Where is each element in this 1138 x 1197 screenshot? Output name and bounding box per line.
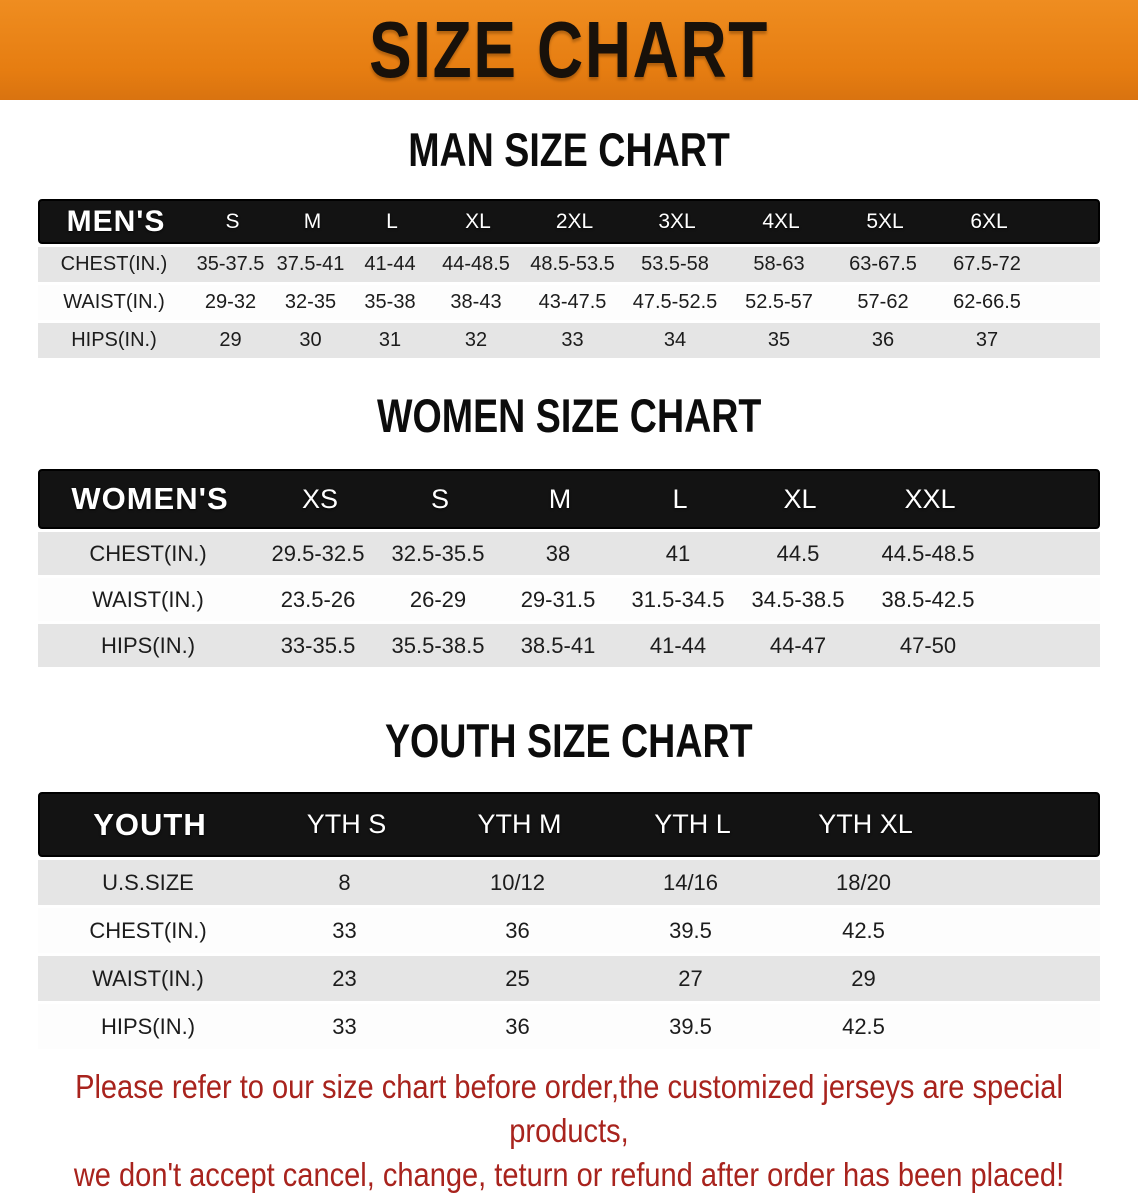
row-label: WAIST(IN.)	[63, 291, 165, 313]
table-title: YOUTH	[93, 806, 207, 842]
table-row	[38, 908, 1100, 953]
women-section-heading	[0, 358, 1138, 443]
cell-value: 47.5-52.5	[632, 291, 718, 313]
table-title: WOMEN'S	[71, 481, 229, 516]
cell-value: 33	[561, 329, 584, 351]
table-row	[38, 532, 1100, 575]
cell-value: 52.5-57	[745, 291, 813, 313]
section-heading-text: WOMEN SIZE CHART	[376, 389, 762, 442]
cell-value: 43-47.5	[538, 291, 607, 313]
table-row	[38, 624, 1100, 667]
cell-value: 29.5-32.5	[271, 540, 365, 566]
column-header: 5XL	[866, 209, 904, 233]
column-header: S	[225, 209, 240, 233]
cell-value: 57-62	[857, 291, 909, 313]
cell-value: 35-37.5	[196, 253, 265, 275]
cell-value: 33	[332, 1013, 357, 1039]
cell-value: 38	[545, 540, 571, 566]
cell-value: 36	[505, 1013, 530, 1039]
column-header: M	[548, 483, 572, 514]
cell-value: 35-38	[364, 291, 416, 313]
column-header: YTH S	[306, 809, 387, 839]
cell-value: 41-44	[364, 253, 416, 275]
cell-value: 32-35	[284, 291, 337, 313]
cell-value: 10/12	[489, 869, 546, 895]
table-row	[38, 1004, 1100, 1049]
row-label: U.S.SIZE	[102, 869, 194, 895]
cell-value: 34.5-38.5	[751, 586, 845, 612]
cell-value: 27	[678, 965, 703, 991]
cell-value: 44-47	[769, 632, 827, 658]
cell-value: 41-44	[649, 632, 707, 658]
cell-value: 48.5-53.5	[530, 253, 615, 275]
cell-value: 29-32	[204, 291, 257, 313]
disclaimer-note	[0, 1065, 1138, 1197]
disclaimer-line-2: we don't accept cancel, change, teturn or refund after order has been placed!	[73, 1156, 1065, 1193]
cell-value: 37.5-41	[276, 253, 345, 275]
cell-value: 33	[332, 917, 357, 943]
row-label: CHEST(IN.)	[60, 253, 168, 275]
youth-size-table	[38, 792, 1100, 1049]
cell-value: 34	[663, 329, 687, 351]
cell-value: 38-43	[450, 291, 502, 313]
disclaimer-line-1: Please refer to our size chart before order,the customized jerseys are special products,	[75, 1068, 1063, 1149]
men-size-section	[0, 100, 1138, 358]
column-header: S	[430, 483, 449, 514]
youth-size-section	[0, 667, 1138, 1049]
column-header: 4XL	[762, 209, 800, 233]
cell-value: 31.5-34.5	[631, 586, 725, 612]
cell-value: 42.5	[842, 1013, 885, 1039]
cell-value: 62-66.5	[953, 291, 1021, 313]
table-header-row	[38, 469, 1100, 529]
cell-value: 44.5	[776, 540, 820, 566]
table-row	[38, 860, 1100, 905]
cell-value: 29-31.5	[520, 586, 596, 612]
cell-value: 67.5-72	[953, 253, 1021, 275]
section-heading-text: YOUTH SIZE CHART	[385, 714, 753, 767]
cell-value: 42.5	[842, 917, 885, 943]
cell-value: 39.5	[669, 1013, 712, 1039]
cell-value: 23.5-26	[280, 586, 356, 612]
cell-value: 58-63	[753, 253, 805, 275]
youth-section-heading	[0, 667, 1138, 768]
column-header: YTH L	[654, 809, 731, 839]
column-header: L	[386, 209, 398, 233]
cell-value: 44-48.5	[442, 253, 510, 275]
row-label: HIPS(IN.)	[100, 632, 196, 658]
column-header: L	[672, 483, 688, 514]
row-label: HIPS(IN.)	[100, 1013, 196, 1039]
size-chart-banner	[0, 0, 1138, 100]
row-label: CHEST(IN.)	[89, 540, 207, 566]
column-header: 3XL	[658, 209, 696, 233]
cell-value: 44.5-48.5	[881, 540, 975, 566]
cell-value: 33-35.5	[280, 632, 356, 658]
cell-value: 31	[378, 329, 402, 351]
cell-value: 8	[338, 869, 351, 895]
cell-value: 25	[505, 965, 530, 991]
cell-value: 32	[464, 329, 488, 351]
cell-value: 37	[975, 329, 999, 351]
cell-value: 14/16	[662, 869, 719, 895]
cell-value: 32.5-35.5	[391, 540, 485, 566]
column-header: 6XL	[970, 209, 1008, 233]
cell-value: 23	[332, 965, 357, 991]
cell-value: 35.5-38.5	[391, 632, 485, 658]
women-size-table	[38, 469, 1100, 667]
column-header: 2XL	[555, 209, 594, 233]
table-header-row	[38, 199, 1100, 244]
cell-value: 41	[665, 540, 691, 566]
cell-value: 39.5	[669, 917, 712, 943]
table-row	[38, 578, 1100, 621]
column-header: YTH XL	[818, 809, 913, 839]
table-header-row	[38, 792, 1100, 857]
cell-value: 53.5-58	[641, 253, 709, 275]
cell-value: 47-50	[899, 632, 957, 658]
cell-value: 29	[851, 965, 876, 991]
column-header: XL	[465, 209, 491, 233]
column-header: XS	[301, 483, 339, 514]
column-header: YTH M	[477, 809, 562, 839]
section-heading-text: MAN SIZE CHART	[408, 123, 730, 176]
row-label: WAIST(IN.)	[92, 586, 204, 612]
column-header: XL	[783, 483, 817, 514]
row-label: WAIST(IN.)	[92, 965, 204, 991]
table-row	[38, 956, 1100, 1001]
men-size-table	[38, 199, 1100, 358]
column-header: M	[303, 209, 322, 233]
row-label: CHEST(IN.)	[89, 917, 207, 943]
column-header: XXL	[904, 483, 956, 514]
cell-value: 38.5-41	[520, 632, 596, 658]
table-row	[38, 247, 1100, 282]
cell-value: 29	[219, 329, 242, 351]
cell-value: 38.5-42.5	[881, 586, 975, 612]
banner-title: SIZE CHART	[369, 5, 769, 94]
cell-value: 18/20	[835, 869, 892, 895]
row-label: HIPS(IN.)	[71, 329, 157, 351]
women-size-section	[0, 358, 1138, 667]
table-row	[38, 285, 1100, 320]
cell-value: 63-67.5	[849, 253, 917, 275]
cell-value: 35	[767, 329, 791, 351]
cell-value: 36	[871, 329, 895, 351]
table-row	[38, 323, 1100, 358]
men-section-heading	[0, 100, 1138, 177]
cell-value: 36	[505, 917, 530, 943]
cell-value: 30	[299, 329, 322, 351]
table-title: MEN'S	[66, 204, 166, 238]
cell-value: 26-29	[409, 586, 467, 612]
